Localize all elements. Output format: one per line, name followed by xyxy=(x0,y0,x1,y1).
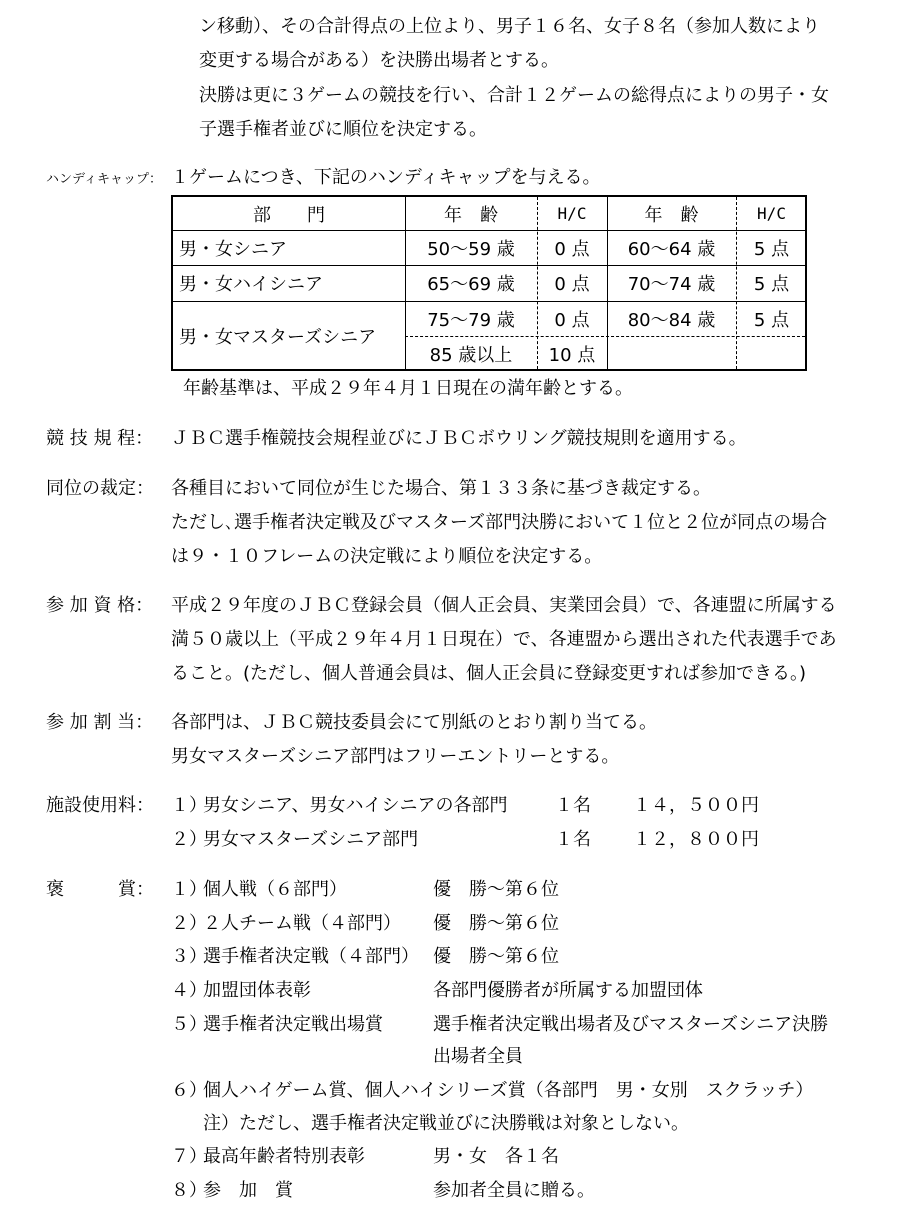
award-5-desc: 選手権者決定戦出場者及びマスターズシニア決勝 xyxy=(433,1014,829,1035)
award-1-desc: 優 勝～第６位 xyxy=(433,879,559,900)
rules-text: ＪＢＣ選手権競技会規程並びにＪＢＣボウリング競技規則を適用する。 xyxy=(171,428,747,449)
award-6-no: ６） xyxy=(171,1080,207,1101)
eligibility-line-3: ること。(ただし、個人普通会員は、個人正会員に登録変更すれば参加できる。) xyxy=(171,663,807,684)
allocation-label: 参 加 割 当： xyxy=(46,712,154,733)
award-2-name: ２人チーム戦（４部門） xyxy=(203,913,401,934)
header-division: 部 門 xyxy=(253,204,325,226)
tie-line-3: は９・１０フレームの決定戦により順位を決定する。 xyxy=(171,546,603,567)
award-5-no: ５） xyxy=(171,1014,207,1035)
fee-item-2-amount: １２，８００円 xyxy=(633,829,759,850)
row1-hc2: 5 点 xyxy=(753,238,790,260)
award-2-desc: 優 勝～第６位 xyxy=(433,913,559,934)
row1-division: 男・女シニア xyxy=(179,238,287,260)
fee-item-1-amount: １４，５００円 xyxy=(633,795,759,816)
tie-label: 同位の裁定： xyxy=(46,478,154,499)
award-3-desc: 優 勝～第６位 xyxy=(433,946,559,967)
eligibility-line-2: 満５０歳以上（平成２９年４月１日現在）で、各連盟から選出された代表選手であ xyxy=(171,629,837,650)
row3-division: 男・女マスターズシニア xyxy=(179,327,377,348)
award-5-desc-2: 出場者全員 xyxy=(433,1046,523,1067)
row3-hc3: 10 点 xyxy=(548,344,596,366)
award-4-name: 加盟団体表彰 xyxy=(203,980,311,1001)
award-6-name: 個人ハイゲーム賞、個人ハイシリーズ賞（各部門 男・女別 スクラッチ） xyxy=(203,1080,814,1101)
award-8-no: ８） xyxy=(171,1180,207,1201)
top-line-4: 子選手権者並びに順位を決定する。 xyxy=(199,119,487,140)
allocation-line-1: 各部門は、ＪＢＣ競技委員会にて別紙のとおり割り当てる。 xyxy=(171,712,657,733)
handicap-note: 年齢基準は、平成２９年４月１日現在の満年齢とする。 xyxy=(183,378,633,399)
fee-item-1-no: １） xyxy=(171,795,207,816)
row1-hc1: 0 点 xyxy=(554,238,590,260)
award-4-desc: 各部門優勝者が所属する加盟団体 xyxy=(433,980,703,1001)
award-6-note: 注）ただし、選手権者決定戦並びに決勝戦は対象としない。 xyxy=(203,1113,689,1134)
row2-hc2: 5 点 xyxy=(753,274,790,295)
fee-item-2-name: 男女マスターズシニア部門 xyxy=(203,829,419,850)
award-1-no: １） xyxy=(171,879,207,900)
award-5-name: 選手権者決定戦出場賞 xyxy=(203,1014,383,1035)
row3-age3: 85 歳以上 xyxy=(429,344,513,366)
eligibility-label: 参 加 資 格： xyxy=(46,595,154,616)
header-age-2: 年 齢 xyxy=(644,204,699,226)
row2-hc1: 0 点 xyxy=(554,274,590,295)
row3-age2: 80～84 歳 xyxy=(627,309,716,331)
row2-age1: 65～69 歳 xyxy=(427,274,515,295)
handicap-label: ハンディキャップ： xyxy=(46,172,162,187)
award-7-name: 最高年齢者特別表彰 xyxy=(203,1146,365,1167)
fee-item-1-name: 男女シニア、男女ハイシニアの各部門 xyxy=(203,795,508,816)
row1-age1: 50～59 歳 xyxy=(427,238,515,260)
top-line-2: 変更する場合がある）を決勝出場者とする。 xyxy=(199,50,559,71)
top-line-1: ン移動）、その合計得点の上位より、男子１６名、女子８名（参加人数により xyxy=(199,16,820,37)
award-3-name: 選手権者決定戦（４部門） xyxy=(203,946,419,967)
fee-label: 施設使用料： xyxy=(46,795,154,816)
award-8-name: 参 加 賞 xyxy=(203,1180,293,1201)
tie-line-1: 各種目において同位が生じた場合、第１３３条に基づき裁定する。 xyxy=(171,478,711,499)
award-2-no: ２） xyxy=(171,913,207,934)
handicap-table xyxy=(171,195,807,371)
tie-line-2: ただし､選手権者決定戦及びマスターズ部門決勝において１位と２位が同点の場合 xyxy=(171,512,828,533)
top-line-3: 決勝は更に３ゲームの競技を行い、合計１２ゲームの総得点によりの男子・女 xyxy=(199,85,829,106)
fee-item-2-no: ２） xyxy=(171,829,207,850)
award-4-no: ４） xyxy=(171,980,207,1001)
fee-item-1-count: １名 xyxy=(555,795,591,816)
header-hc-2: H/C xyxy=(757,204,786,223)
award-8-desc: 参加者全員に贈る。 xyxy=(433,1180,595,1201)
header-hc-1: H/C xyxy=(557,204,587,223)
header-age-1: 年 齢 xyxy=(444,204,498,226)
row1-age2: 60～64 歳 xyxy=(627,238,716,260)
row3-hc1: 0 点 xyxy=(554,309,590,331)
award-1-name: 個人戦（６部門） xyxy=(203,879,347,900)
row2-age2: 70～74 歳 xyxy=(627,274,716,295)
fee-item-2-count: １名 xyxy=(555,829,591,850)
row3-hc2: 5 点 xyxy=(753,309,790,331)
row2-division: 男・女ハイシニア xyxy=(179,274,323,295)
handicap-text: １ゲームにつき、下記のハンディキャップを与える。 xyxy=(171,167,601,188)
awards-label: 褒 賞： xyxy=(46,879,154,900)
allocation-line-2: 男女マスターズシニア部門はフリーエントリーとする。 xyxy=(171,746,620,767)
award-7-desc: 男・女 各１名 xyxy=(433,1146,559,1167)
eligibility-line-1: 平成２９年度のＪＢＣ登録会員（個人正会員、実業団会員）で、各連盟に所属する xyxy=(171,595,837,616)
award-7-no: ７） xyxy=(171,1146,207,1167)
rules-label: 競 技 規 程： xyxy=(46,428,154,449)
row3-age1: 75～79 歳 xyxy=(427,309,515,331)
award-3-no: ３） xyxy=(171,946,207,967)
